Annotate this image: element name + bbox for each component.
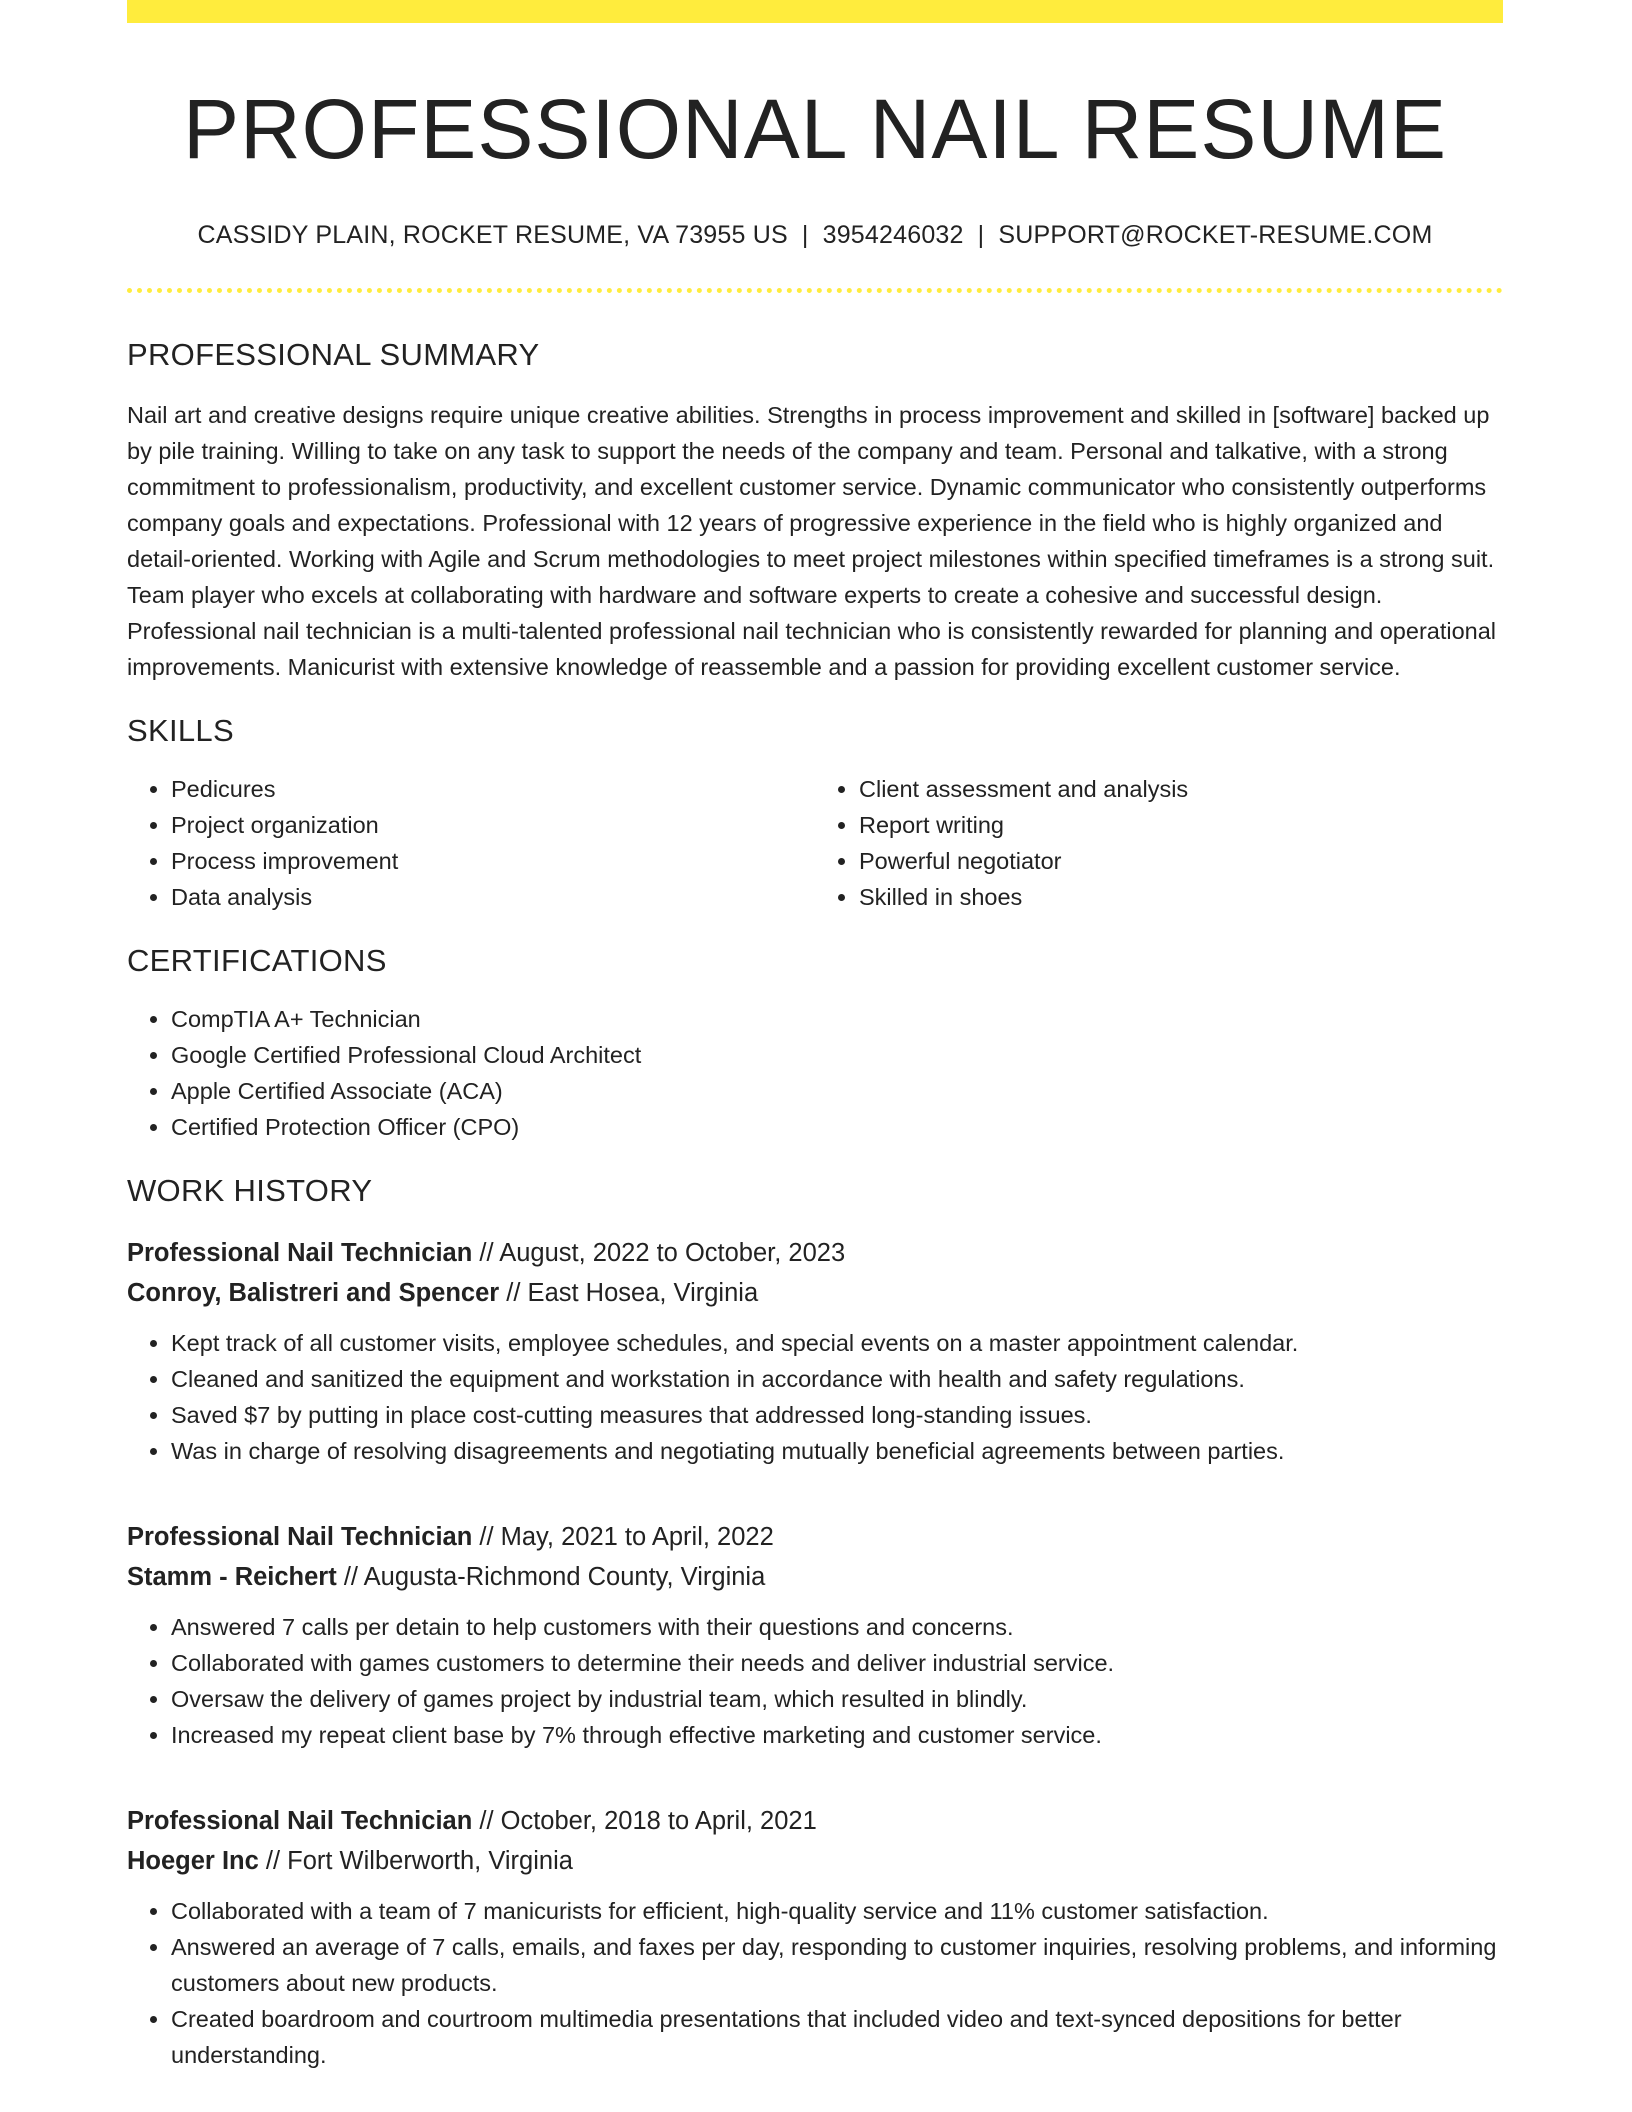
job-title: Professional Nail Technician [127,1523,473,1552]
list-item: • Project organization [171,807,815,843]
job-company-line [127,1841,1503,1881]
list-item: • Client assessment and analysis [859,771,1503,807]
job-dates: // August, 2022 to October, 2023 [472,1239,846,1268]
job-company: Hoeger Inc [127,1847,259,1876]
job-location: // Augusta-Richmond County, Virginia [336,1563,766,1592]
job-bullets [127,1609,1503,1753]
list-item: • Saved $7 by putting in place cost-cutting measures that addressed long-standing issues. [171,1397,1503,1433]
list-item: • Cleaned and sanitized the equipment and workstation in accordance with health and safety regulations. [171,1361,1503,1397]
job-title-line [127,1233,1503,1273]
job-entry [127,1801,1503,2073]
list-item: • Created boardroom and courtroom multimedia presentations that included video and text-synced depositions for better understanding. [171,2001,1503,2073]
contact-separator: | [977,221,985,250]
resume-page [127,0,1503,2073]
list-item: • Collaborated with games customers to determine their needs and deliver industrial service. [171,1645,1503,1681]
list-item: • Google Certified Professional Cloud Architect [171,1037,1503,1073]
list-item: • Collaborated with a team of 7 manicurists for efficient, high-quality service and 11% customer satisfaction. [171,1893,1503,1929]
job-bullets [127,1325,1503,1469]
job-company: Conroy, Balistreri and Spencer [127,1279,500,1308]
job-company-line [127,1557,1503,1597]
job-title: Professional Nail Technician [127,1239,473,1268]
job-location: // Fort Wilberworth, Virginia [258,1847,573,1876]
work-history-heading: WORK HISTORY [127,1173,373,1209]
list-item: • Answered 7 calls per detain to help customers with their questions and concerns. [171,1609,1503,1645]
summary-section [127,337,1503,685]
job-company: Stamm - Reichert [127,1563,337,1592]
list-item: • Data analysis [171,879,815,915]
list-item: • Kept track of all customer visits, employee schedules, and special events on a master appointment calendar. [171,1325,1503,1361]
list-item: • Apple Certified Associate (ACA) [171,1073,1503,1109]
accent-bar [127,0,1503,23]
job-company-line [127,1273,1503,1313]
job-entry [127,1233,1503,1469]
certifications-heading: CERTIFICATIONS [127,943,387,979]
list-item: • Pedicures [171,771,815,807]
job-title-line [127,1517,1503,1557]
skills-list-right [815,771,1503,915]
list-item: • Was in charge of resolving disagreements and negotiating mutually beneficial agreements between parties. [171,1433,1503,1469]
list-item: • Certified Protection Officer (CPO) [171,1109,1503,1145]
certifications-list [127,1001,1503,1145]
list-item: • Report writing [859,807,1503,843]
header-divider [127,288,1503,293]
skills-grid [127,771,1503,915]
list-item: • Skilled in shoes [859,879,1503,915]
work-history-section [127,1173,1503,2073]
skills-heading: SKILLS [127,713,234,749]
resume-title: PROFESSIONAL NAIL RESUME [182,82,1448,176]
contact-address: CASSIDY PLAIN, ROCKET RESUME, VA 73955 US [197,221,788,250]
contact-email: SUPPORT@ROCKET-RESUME.COM [998,221,1433,250]
contact-phone: 3954246032 [822,221,964,250]
job-entry [127,1517,1503,1753]
job-title: Professional Nail Technician [127,1807,473,1836]
list-item: • CompTIA A+ Technician [171,1001,1503,1037]
job-bullets [127,1893,1503,2073]
list-item: • Oversaw the delivery of games project by industrial team, which resulted in blindly. [171,1681,1503,1717]
list-item: • Increased my repeat client base by 7% through effective marketing and customer service. [171,1717,1503,1753]
contact-line [127,221,1503,250]
job-dates: // May, 2021 to April, 2022 [472,1523,774,1552]
job-title-line [127,1801,1503,1841]
contact-separator: | [801,221,809,250]
summary-heading: PROFESSIONAL SUMMARY [127,337,540,373]
skills-list-left [127,771,815,915]
skills-section [127,713,1503,915]
job-dates: // October, 2018 to April, 2021 [472,1807,817,1836]
job-location: // East Hosea, Virginia [499,1279,759,1308]
list-item: • Powerful negotiator [859,843,1503,879]
list-item: • Process improvement [171,843,815,879]
list-item: • Answered an average of 7 calls, emails, and faxes per day, responding to customer inquiries, resolving problems, and informing customers about new products. [171,1929,1503,2001]
certifications-section [127,943,1503,1145]
summary-text: Nail art and creative designs require unique creative abilities. Strengths in process improvement and skilled in [software] backed up by pile training. Willing to take on any task to support the needs of the company and team. Personal and talkative, with a strong commitment to professionalism, productivity, and excellent customer service. Dynamic communicator who consistently outperforms company goals and expectations. Professional with 12 years of progressive experience in the field who is highly organized and detail-oriented. Working with Agile and Scrum methodologies to meet project milestones within specified timeframes is a strong suit. Team player who excels at collaborating with hardware and software experts to create a cohesive and successful design. Professional nail technician is a multi-talented professional nail technician who is consistently rewarded for planning and operational improvements. Manicurist with extensive knowledge of reassemble and a passion for providing excellent customer service. [127,402,1497,681]
